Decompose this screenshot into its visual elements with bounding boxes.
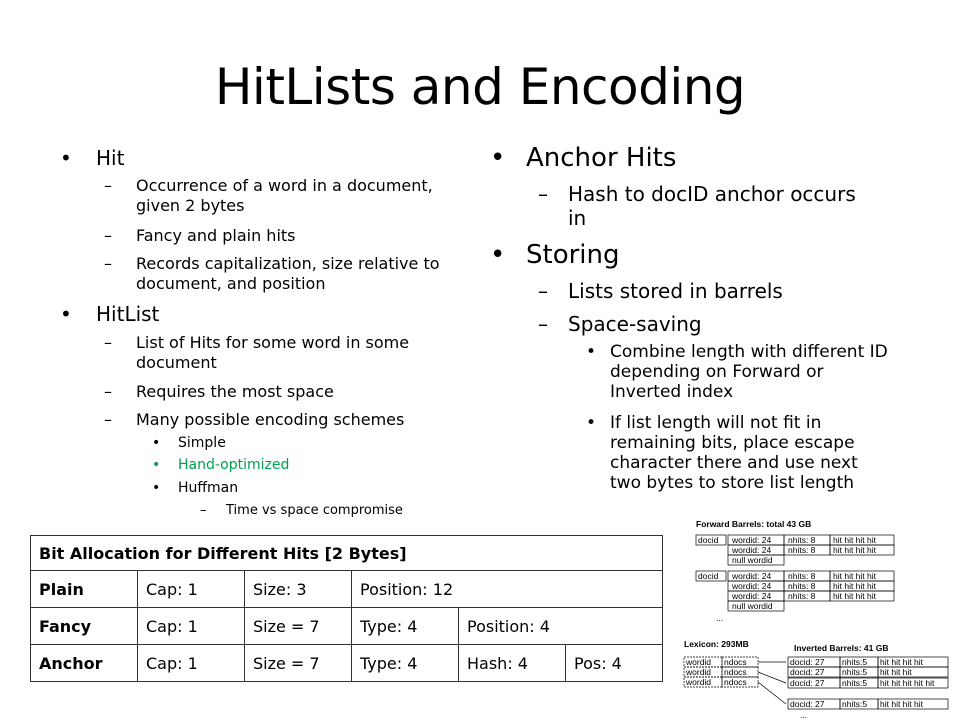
huffman-note-text: Time vs space compromise [226, 503, 403, 518]
sub-bullet-text: Fancy and plain hits [136, 226, 296, 245]
table-cell: Hash: 4 [459, 645, 566, 682]
docid-label: docid [698, 535, 719, 545]
docid-label: docid: 27 [790, 667, 825, 677]
lexicon-ndocs: ndocs [724, 657, 747, 667]
bullet-storing-text: Storing [526, 240, 620, 270]
bullet-dot: • [490, 143, 506, 173]
space-item-text: If list length will not fit in remaining bits, place escape character there and use next two bytes to store list length [610, 413, 858, 493]
wordid-label: wordid: 24 [732, 535, 772, 545]
scheme-item: • Simple [152, 435, 226, 451]
ellipsis: ... [716, 613, 724, 623]
sub-bullet-text: Lists stored in barrels [568, 279, 783, 303]
table-cell: Type: 4 [352, 608, 459, 645]
bullet-anchor [490, 143, 676, 173]
lexicon-ndocs: ndocs [724, 677, 747, 687]
bullet-hit [60, 146, 124, 170]
sub-bullet: – Many possible encoding schemes [104, 410, 405, 429]
row-label: Anchor [31, 645, 138, 682]
table-row [31, 571, 663, 608]
slide-title: HitLists and Encoding [214, 58, 746, 116]
sub-bullet: – Occurrence of a word in a document, given 2 bytes [104, 176, 464, 216]
hits-label: hit hit hit hit [833, 571, 876, 581]
docid-label: docid: 27 [790, 678, 825, 688]
nhits-label: nhits: 8 [788, 535, 816, 545]
sub-bullet-text: List of Hits for some word in some document [136, 333, 410, 372]
bullet-hit-text: Hit [96, 146, 125, 170]
nhits-label: nhits:5 [842, 657, 868, 667]
bullet-dot: • [490, 240, 506, 270]
nhits-label: nhits: 8 [788, 591, 816, 601]
space-item: • If list length will not fit in remaining bits, place escape character there and use next two bytes to store list length [586, 413, 896, 493]
hits-label: hit hit hit hit [833, 581, 876, 591]
sub-bullet-text: Records capitalization, size relative to document, and position [136, 254, 440, 293]
hits-label: hit hit hit hit [880, 699, 923, 709]
sub-bullet: – Space-saving [538, 312, 702, 336]
row-label: Fancy [31, 608, 138, 645]
nhits-label: nhits:5 [842, 678, 868, 688]
docid-label: docid [698, 571, 719, 581]
sub-bullet: – Records capitalization, size relative to document, and position [104, 254, 464, 294]
table-cell: Size: 3 [245, 571, 352, 608]
bullet-storing [490, 240, 620, 270]
huffman-note: – Time vs space compromise [200, 503, 403, 518]
null-wordid-label: null wordid [732, 601, 773, 611]
bullet-dot: • [60, 146, 72, 170]
ellipsis: ... [800, 710, 808, 720]
sub-bullet: – Lists stored in barrels [538, 279, 783, 303]
table-cell: Size = 7 [245, 608, 352, 645]
sub-bullet-text: Occurrence of a word in a document, given 2 bytes [136, 176, 433, 215]
scheme-item: • Huffman [152, 480, 239, 496]
table-cell: Cap: 1 [138, 645, 245, 682]
lexicon-wordid: wordid [686, 677, 712, 687]
bullet-dot: • [60, 302, 72, 326]
sub-bullet: – Fancy and plain hits [104, 226, 296, 245]
table-cell: Cap: 1 [138, 571, 245, 608]
sub-bullet-text: Space-saving [568, 312, 702, 336]
bullet-anchor-text: Anchor Hits [526, 143, 677, 173]
scheme-simple: Simple [178, 435, 226, 451]
lexicon-title: Lexicon: 293MB [684, 639, 749, 649]
barrel-diagram [676, 515, 960, 720]
table-cell: Position: 12 [352, 571, 663, 608]
table-header: Bit Allocation for Different Hits [2 Bytes] [31, 536, 663, 571]
row-label: Plain [31, 571, 138, 608]
lexicon-arrows [758, 662, 786, 704]
wordid-label: wordid: 24 [732, 571, 772, 581]
table-cell: Size = 7 [245, 645, 352, 682]
table-row [31, 645, 663, 682]
table-row [31, 608, 663, 645]
wordid-label: wordid: 24 [732, 545, 772, 555]
sub-bullet-text: Many possible encoding schemes [136, 410, 405, 429]
hits-label: hit hit hit [880, 667, 912, 677]
lexicon-ndocs: ndocs [724, 667, 747, 677]
scheme-huffman: Huffman [178, 480, 239, 496]
bullet-hitlist [60, 302, 159, 326]
sub-bullet: – Requires the most space [104, 382, 334, 401]
table-cell: Type: 4 [352, 645, 459, 682]
lexicon-wordid: wordid [686, 667, 712, 677]
space-item-text: Combine length with different ID depending on Forward or Inverted index [610, 342, 888, 402]
wordid-label: wordid: 24 [732, 591, 772, 601]
nhits-label: nhits:5 [842, 667, 868, 677]
sub-bullet: – Hash to docID anchor occurs in [538, 182, 878, 230]
nhits-label: nhits: 8 [788, 571, 816, 581]
docid-label: docid: 27 [790, 699, 825, 709]
space-item: • Combine length with different ID depending on Forward or Inverted index [586, 342, 896, 402]
wordid-label: wordid: 24 [732, 581, 772, 591]
sub-bullet-text: Hash to docID anchor occurs in [568, 182, 856, 230]
table-cell: Cap: 1 [138, 608, 245, 645]
sub-bullet-text: Requires the most space [136, 382, 334, 401]
nhits-label: nhits: 8 [788, 581, 816, 591]
hits-label: hit hit hit hit [833, 591, 876, 601]
scheme-item: • Hand-optimized [152, 457, 290, 473]
bit-allocation-table [30, 535, 663, 682]
table-header-row [31, 536, 663, 571]
forward-barrels-title: Forward Barrels: total 43 GB [696, 519, 812, 529]
nhits-label: nhits: 8 [788, 545, 816, 555]
inverted-barrels-title: Inverted Barrels: 41 GB [794, 643, 889, 653]
table-cell: Position: 4 [459, 608, 663, 645]
table-cell: Pos: 4 [566, 645, 663, 682]
hits-label: hit hit hit hit [833, 535, 876, 545]
hits-label: hit hit hit hit [880, 657, 923, 667]
hits-label: hit hit hit hit hit [880, 678, 935, 688]
null-wordid-label: null wordid [732, 555, 773, 565]
bullet-hitlist-text: HitList [96, 302, 160, 326]
sub-bullet: – List of Hits for some word in some document [104, 333, 464, 373]
docid-label: docid: 27 [790, 657, 825, 667]
scheme-hand-optimized: Hand-optimized [178, 457, 290, 473]
hits-label: hit hit hit hit [833, 545, 876, 555]
nhits-label: nhits:5 [842, 699, 868, 709]
lexicon-wordid: wordid [686, 657, 712, 667]
